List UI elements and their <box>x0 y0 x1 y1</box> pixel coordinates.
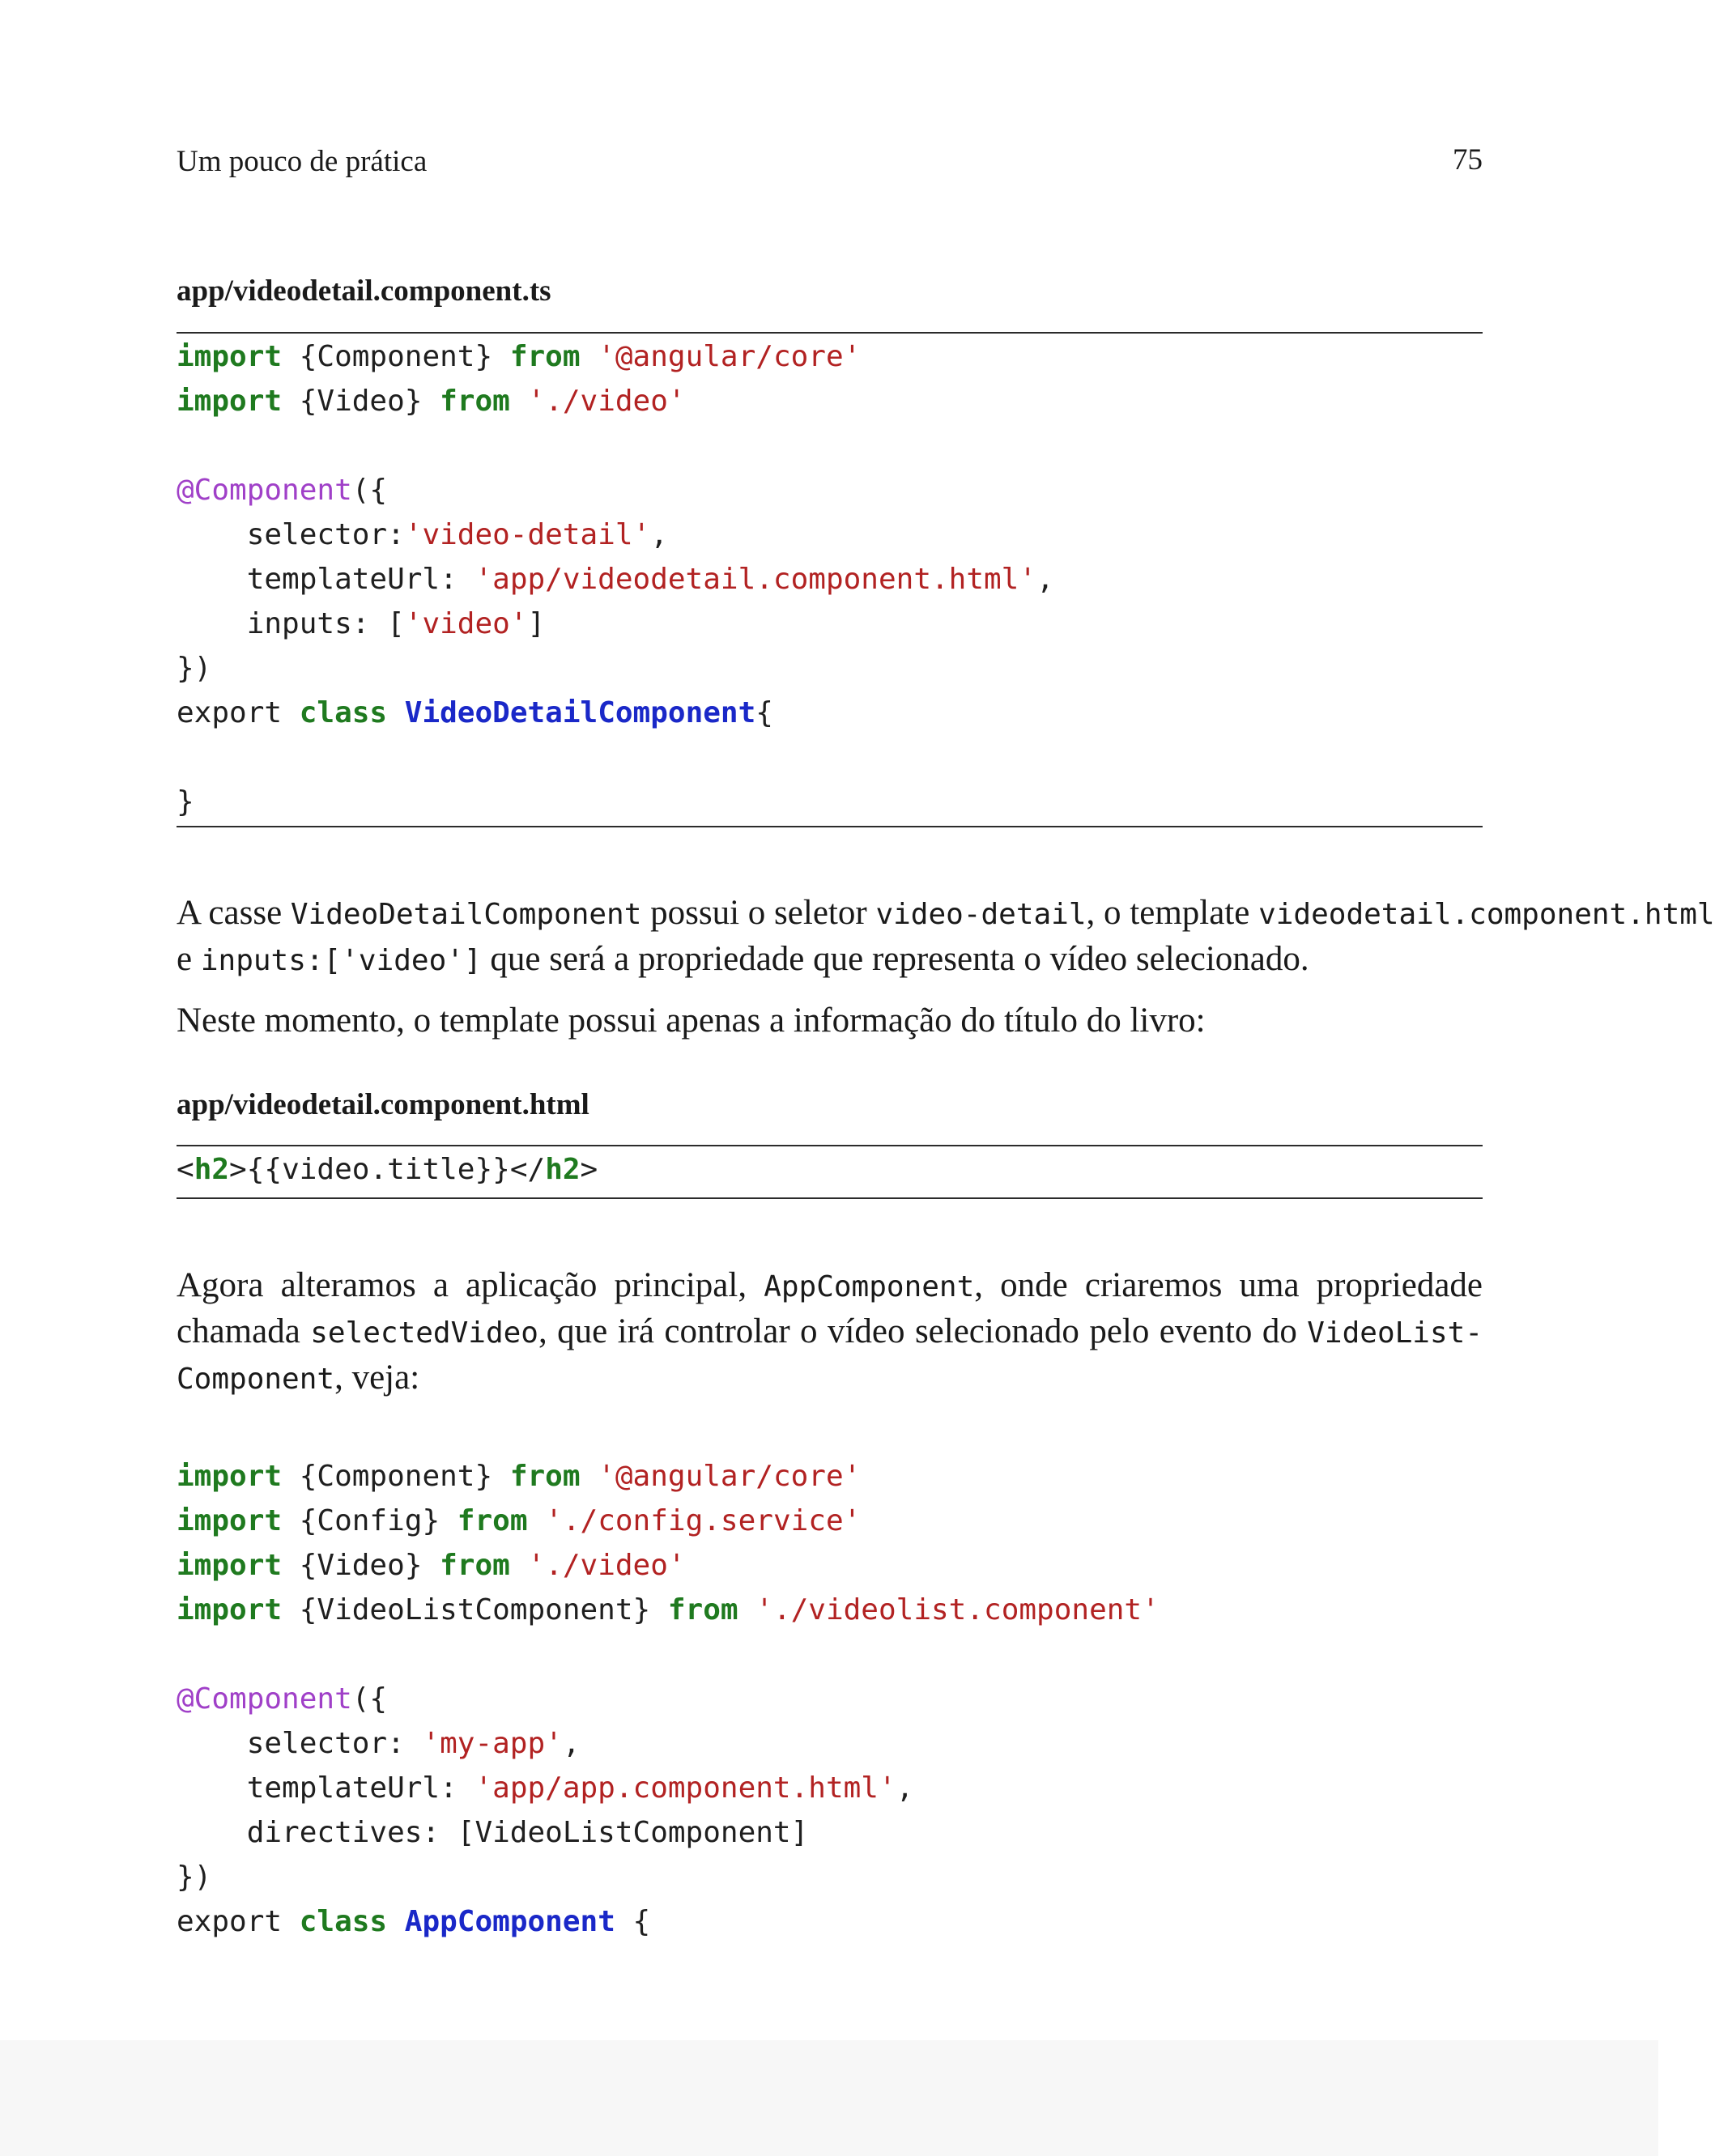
code-line <box>177 1588 1160 1632</box>
code-listing-app-component <box>177 1454 1160 1944</box>
code-text: } <box>177 785 194 819</box>
code-line <box>177 379 1054 423</box>
code-keyword: import <box>177 340 283 373</box>
code-keyword: from <box>440 385 510 418</box>
code-blank-line <box>177 1632 1160 1677</box>
paragraph-app-component <box>177 1263 1483 1401</box>
code-text: {VideoListComponent} <box>282 1593 668 1627</box>
code-text: , <box>562 1727 581 1760</box>
code-line <box>177 1899 1160 1944</box>
code-text: A casse <box>177 894 291 932</box>
code-text: {Component} <box>282 340 510 373</box>
code-decorator: @Component <box>177 1682 352 1716</box>
code-text: directives: [VideoListComponent] <box>177 1816 809 1849</box>
code-text: {Config} <box>282 1504 457 1537</box>
code-text: export <box>177 696 300 729</box>
code-text: templateUrl: <box>177 1771 475 1805</box>
paragraph-line: Neste momento, o template possui apenas a informação do título do livro: <box>177 1001 1206 1040</box>
code-string: 'my-app' <box>422 1727 563 1760</box>
code-text: possui o seletor <box>641 894 876 932</box>
code-line <box>177 1677 1160 1721</box>
code-keyword: import <box>177 1549 283 1582</box>
listing-caption: app/videodetail.component.html <box>177 1088 589 1121</box>
code-string: '@angular/core' <box>598 340 862 373</box>
paragraph-line <box>177 891 1715 937</box>
code-text: selector: <box>177 518 405 551</box>
code-text <box>510 1549 528 1582</box>
code-text: , veja: <box>334 1359 420 1397</box>
paragraph-line <box>177 1263 1483 1309</box>
code-string: 'video' <box>404 607 528 640</box>
paragraph-line <box>177 1355 1483 1401</box>
code-text: que será a propriedade que representa o vídeo selecionado. <box>481 940 1309 978</box>
page-number: 75 <box>1453 143 1483 176</box>
code-decorator: @Component <box>177 474 352 507</box>
code-string: './config.service' <box>545 1504 862 1537</box>
code-line <box>177 1855 1160 1899</box>
code-keyword: class <box>299 696 388 729</box>
code-string: '@angular/core' <box>598 1460 862 1493</box>
code-keyword: from <box>509 1460 581 1493</box>
code-text <box>387 1905 405 1938</box>
code-text: ({ <box>351 474 388 507</box>
code-text: , onde criaremos uma propriedade <box>974 1266 1483 1304</box>
code-text: { <box>755 696 773 729</box>
code-text: >{{video.title}}</ <box>229 1153 546 1186</box>
code-text: Agora alteramos a aplicação principal, <box>177 1266 764 1304</box>
paragraph-line <box>177 1309 1483 1355</box>
listing-bottom-rule <box>177 1197 1483 1199</box>
code-text: > <box>580 1153 598 1186</box>
code-text: }) <box>177 1860 212 1894</box>
code-keyword: import <box>177 1593 283 1627</box>
code-class-name: AppComponent <box>404 1905 615 1938</box>
code-keyword: from <box>667 1593 738 1627</box>
code-line <box>177 1810 1160 1855</box>
code-keyword: from <box>509 340 581 373</box>
inline-code: videodetail.component.html <box>1258 898 1715 931</box>
code-line <box>177 1766 1160 1810</box>
code-string: './video' <box>527 385 686 418</box>
code-tag: h2 <box>545 1153 581 1186</box>
inline-code: video-detail <box>875 898 1087 931</box>
code-text: , que irá controlar o vídeo selecionado pelo evento do <box>538 1312 1308 1350</box>
listing-bottom-rule <box>177 826 1483 827</box>
code-class-name: VideoDetailComponent <box>404 696 756 729</box>
code-line <box>177 602 1054 646</box>
inline-code: selectedVideo <box>310 1316 538 1350</box>
code-text <box>738 1593 756 1627</box>
code-line <box>177 1721 1160 1766</box>
code-keyword: from <box>440 1549 510 1582</box>
code-text: ({ <box>351 1682 388 1716</box>
page-bottom-shade <box>0 2040 1658 2156</box>
code-listing-videodetail-ts <box>177 334 1054 824</box>
code-text: {Component} <box>282 1460 510 1493</box>
code-blank-line <box>177 423 1054 468</box>
code-line <box>177 780 1054 824</box>
code-line <box>177 1499 1160 1543</box>
code-string: 'video-detail' <box>404 518 651 551</box>
code-text: }) <box>177 652 212 685</box>
inline-code: AppComponent <box>764 1270 975 1303</box>
inline-code: inputs:['video'] <box>200 944 482 977</box>
paragraph-template-note <box>177 998 1206 1043</box>
code-text: , <box>896 1771 914 1805</box>
code-blank-line <box>177 735 1054 780</box>
code-text <box>581 340 598 373</box>
listing-caption: app/videodetail.component.ts <box>177 274 551 308</box>
code-keyword: class <box>299 1905 388 1938</box>
code-text: { <box>615 1905 651 1938</box>
code-listing-videodetail-html <box>177 1147 598 1192</box>
code-line <box>177 512 1054 557</box>
code-keyword: import <box>177 385 283 418</box>
code-line <box>177 557 1054 602</box>
code-text: {Video} <box>282 1549 440 1582</box>
code-text: inputs: [ <box>177 607 405 640</box>
code-text <box>510 385 528 418</box>
code-text: , <box>1036 563 1054 596</box>
inline-code: Component <box>177 1363 335 1396</box>
code-text: templateUrl: <box>177 563 475 596</box>
code-text: selector: <box>177 1727 423 1760</box>
code-line <box>177 1543 1160 1588</box>
running-header-title: Um pouco de prática <box>177 145 428 178</box>
paragraph-class-description <box>177 891 1715 983</box>
code-string: './video' <box>527 1549 686 1582</box>
inline-code: VideoDetailComponent <box>290 898 642 931</box>
code-line <box>177 468 1054 512</box>
code-text <box>581 1460 598 1493</box>
code-line <box>177 1454 1160 1499</box>
code-text <box>387 696 405 729</box>
code-line <box>177 1147 598 1192</box>
code-keyword: from <box>457 1504 528 1537</box>
listing-top-rule <box>177 1145 1483 1146</box>
code-text: < <box>177 1153 194 1186</box>
code-text: chamada <box>177 1312 311 1350</box>
code-string: 'app/app.component.html' <box>474 1771 896 1805</box>
code-tag: h2 <box>194 1153 230 1186</box>
code-text <box>528 1504 546 1537</box>
code-text: ] <box>527 607 546 640</box>
code-text: export <box>177 1905 300 1938</box>
code-text: , <box>650 518 668 551</box>
code-text: e <box>177 940 201 978</box>
code-keyword: import <box>177 1460 283 1493</box>
code-string: 'app/videodetail.component.html' <box>474 563 1037 596</box>
paragraph-line <box>177 937 1715 983</box>
code-text: , o template <box>1086 894 1259 932</box>
code-line <box>177 691 1054 735</box>
inline-code: VideoList- <box>1307 1316 1483 1350</box>
code-line <box>177 646 1054 691</box>
code-string: './videolist.component' <box>755 1593 1160 1627</box>
code-keyword: import <box>177 1504 283 1537</box>
listing-top-rule <box>177 332 1483 334</box>
code-line <box>177 334 1054 379</box>
code-text: {Video} <box>282 385 440 418</box>
